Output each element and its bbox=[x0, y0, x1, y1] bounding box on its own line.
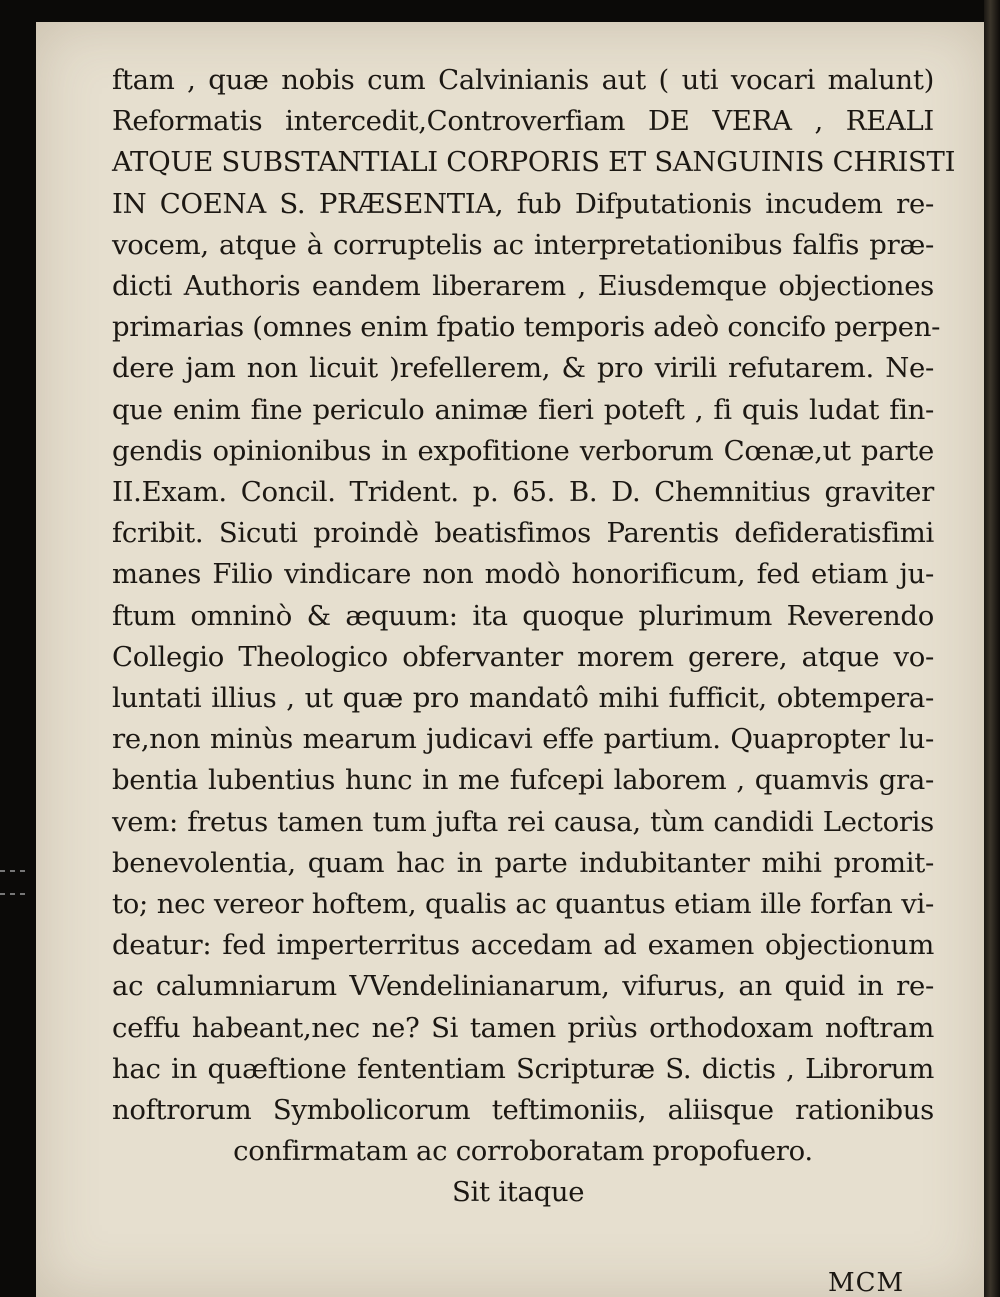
text-line: dicti Authoris eandem liberarem , Eiusdemque objectiones bbox=[112, 270, 934, 303]
text-line: ac calumniarum VVendelinianarum, vifurus, an quid in re- bbox=[112, 970, 934, 1003]
closing-line: confirmatam ac corroboratam propofuero. bbox=[233, 1135, 813, 1168]
catchword: MCM bbox=[828, 1268, 905, 1297]
text-line: benevolentia, quam hac in parte indubitanter mihi promit- bbox=[112, 846, 934, 879]
text-line: dere jam non licuit )refellerem, & pro virili refutarem. Ne- bbox=[112, 352, 934, 385]
text-line: ftum omninò & æquum: ita quoque plurimum Reverendo bbox=[112, 599, 934, 632]
text-line: noftrorum Symbolicorum teftimoniis, aliisque rationibus bbox=[112, 1094, 934, 1127]
text-line: bentia lubentius hunc in me fufcepi laborem , quamvis gra- bbox=[112, 764, 934, 797]
text-line: vem: fretus tamen tum jufta rei causa, tùm candidi Lectoris bbox=[112, 805, 934, 838]
margin-mark bbox=[0, 870, 30, 872]
text-line: primarias (omnes enim fpatio temporis adeò concifo perpen- bbox=[112, 311, 941, 344]
text-line: fcribit. Sicuti proindè beatisfimos Parentis defideratisfimi bbox=[112, 517, 934, 550]
text-line: ceffu habeant,nec ne? Si tamen priùs orthodoxam noftram bbox=[112, 1011, 934, 1044]
text-line: Reformatis intercedit,Controverfiam DE VERA , REALI bbox=[112, 105, 934, 138]
text-line: que enim fine periculo animæ fieri poteft , fi quis ludat fin- bbox=[112, 393, 934, 426]
text-line: vocem, atque à corruptelis ac interpretationibus falfis præ- bbox=[112, 228, 934, 261]
text-line: II.Exam. Concil. Trident. p. 65. B. D. Chemnitius graviter bbox=[112, 476, 934, 509]
text-line: gendis opinionibus in expofitione verborum Cœnæ,ut parte bbox=[112, 434, 934, 467]
text-line: IN COENA S. PRÆSENTIA, fub Difputationis incudem re- bbox=[112, 187, 934, 220]
text-line: luntati illius , ut quæ pro mandatô mihi fufficit, obtempera- bbox=[112, 682, 934, 715]
text-line: manes Filio vindicare non modò honorificum, fed etiam ju- bbox=[112, 558, 934, 591]
text-line: ftam , quæ nobis cum Calvinianis aut ( uti vocari malunt) bbox=[112, 64, 934, 96]
text-line: hac in quæftione fententiam Scripturæ S. dictis , Librorum bbox=[112, 1052, 934, 1085]
margin-mark bbox=[0, 893, 30, 895]
text-line: ATQUE SUBSTANTIALI CORPORIS ET SANGUINIS CHRISTI bbox=[112, 146, 956, 179]
body-text bbox=[112, 60, 956, 1214]
book-edge bbox=[984, 0, 1000, 1297]
transition-line: Sit itaque bbox=[452, 1176, 585, 1209]
text-line: deatur: fed imperterritus accedam ad examen objectionum bbox=[112, 929, 934, 962]
text-line: re,non minùs mearum judicavi effe partium. Quapropter lu- bbox=[112, 723, 934, 756]
text-line: to; nec vereor hoftem, qualis ac quantus etiam ille forfan vi- bbox=[112, 888, 934, 921]
text-line: Collegio Theologico obfervanter morem gerere, atque vo- bbox=[112, 640, 934, 673]
